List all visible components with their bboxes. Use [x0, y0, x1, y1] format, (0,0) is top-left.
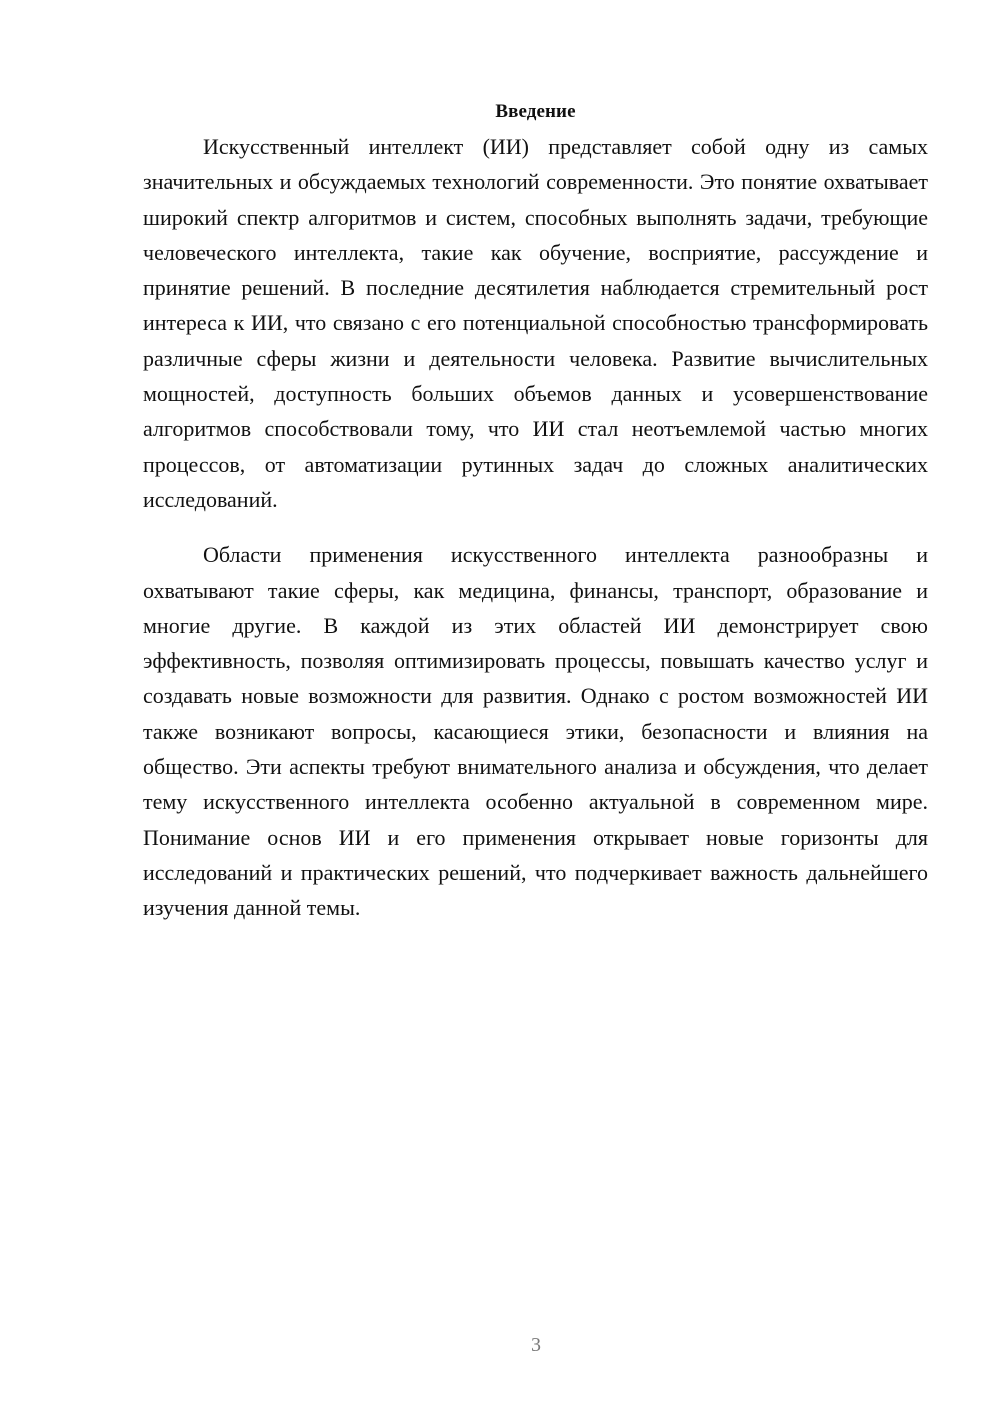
applications-paragraph: Области применения искусственного интеллекта разнообразны и охватывают такие сферы, как медицина, финансы, транспорт, образование и многие другие. В каждой из этих областей ИИ демонстрирует свою эффективность, позволяя оптимизировать процессы, повышать качество услуг и создавать новые возможности для развития. Однако с ростом возможностей ИИ также возникают вопросы, касающиеся этики, безопасности и влияния на общество. Эти аспекты требуют внимательного анализа и обсуждения, что делает тему искусственного интеллекта особенно актуальной в современном мире. Понимание основ ИИ и его применения открывает новые горизонты для исследований и практических решений, что подчеркивает важность дальнейшего изучения данной темы. — [143, 542, 928, 921]
page-number: 3 — [531, 1334, 541, 1356]
intro-paragraph: Искусственный интеллект (ИИ) представляет собой одну из самых значительных и обсуждаемых технологий современности. Это понятие охватывает широкий спектр алгоритмов и систем, способных выполнять задачи, требующие человеческого интеллекта, такие как обучение, восприятие, рассуждение и принятие решений. В последние десятилетия наблюдается стремительный рост интереса к ИИ, что связано с его потенциальной способностью трансформировать различные сферы жизни и деятельности человека. Развитие вычислительных мощностей, доступность больших объемов данных и усовершенствование алгоритмов способствовали тому, что ИИ стал неотъемлемой частью многих процессов, от автоматизации рутинных задач до сложных аналитических исследований. — [143, 134, 928, 512]
section-title: Введение — [495, 101, 576, 122]
page-content — [143, 96, 928, 926]
